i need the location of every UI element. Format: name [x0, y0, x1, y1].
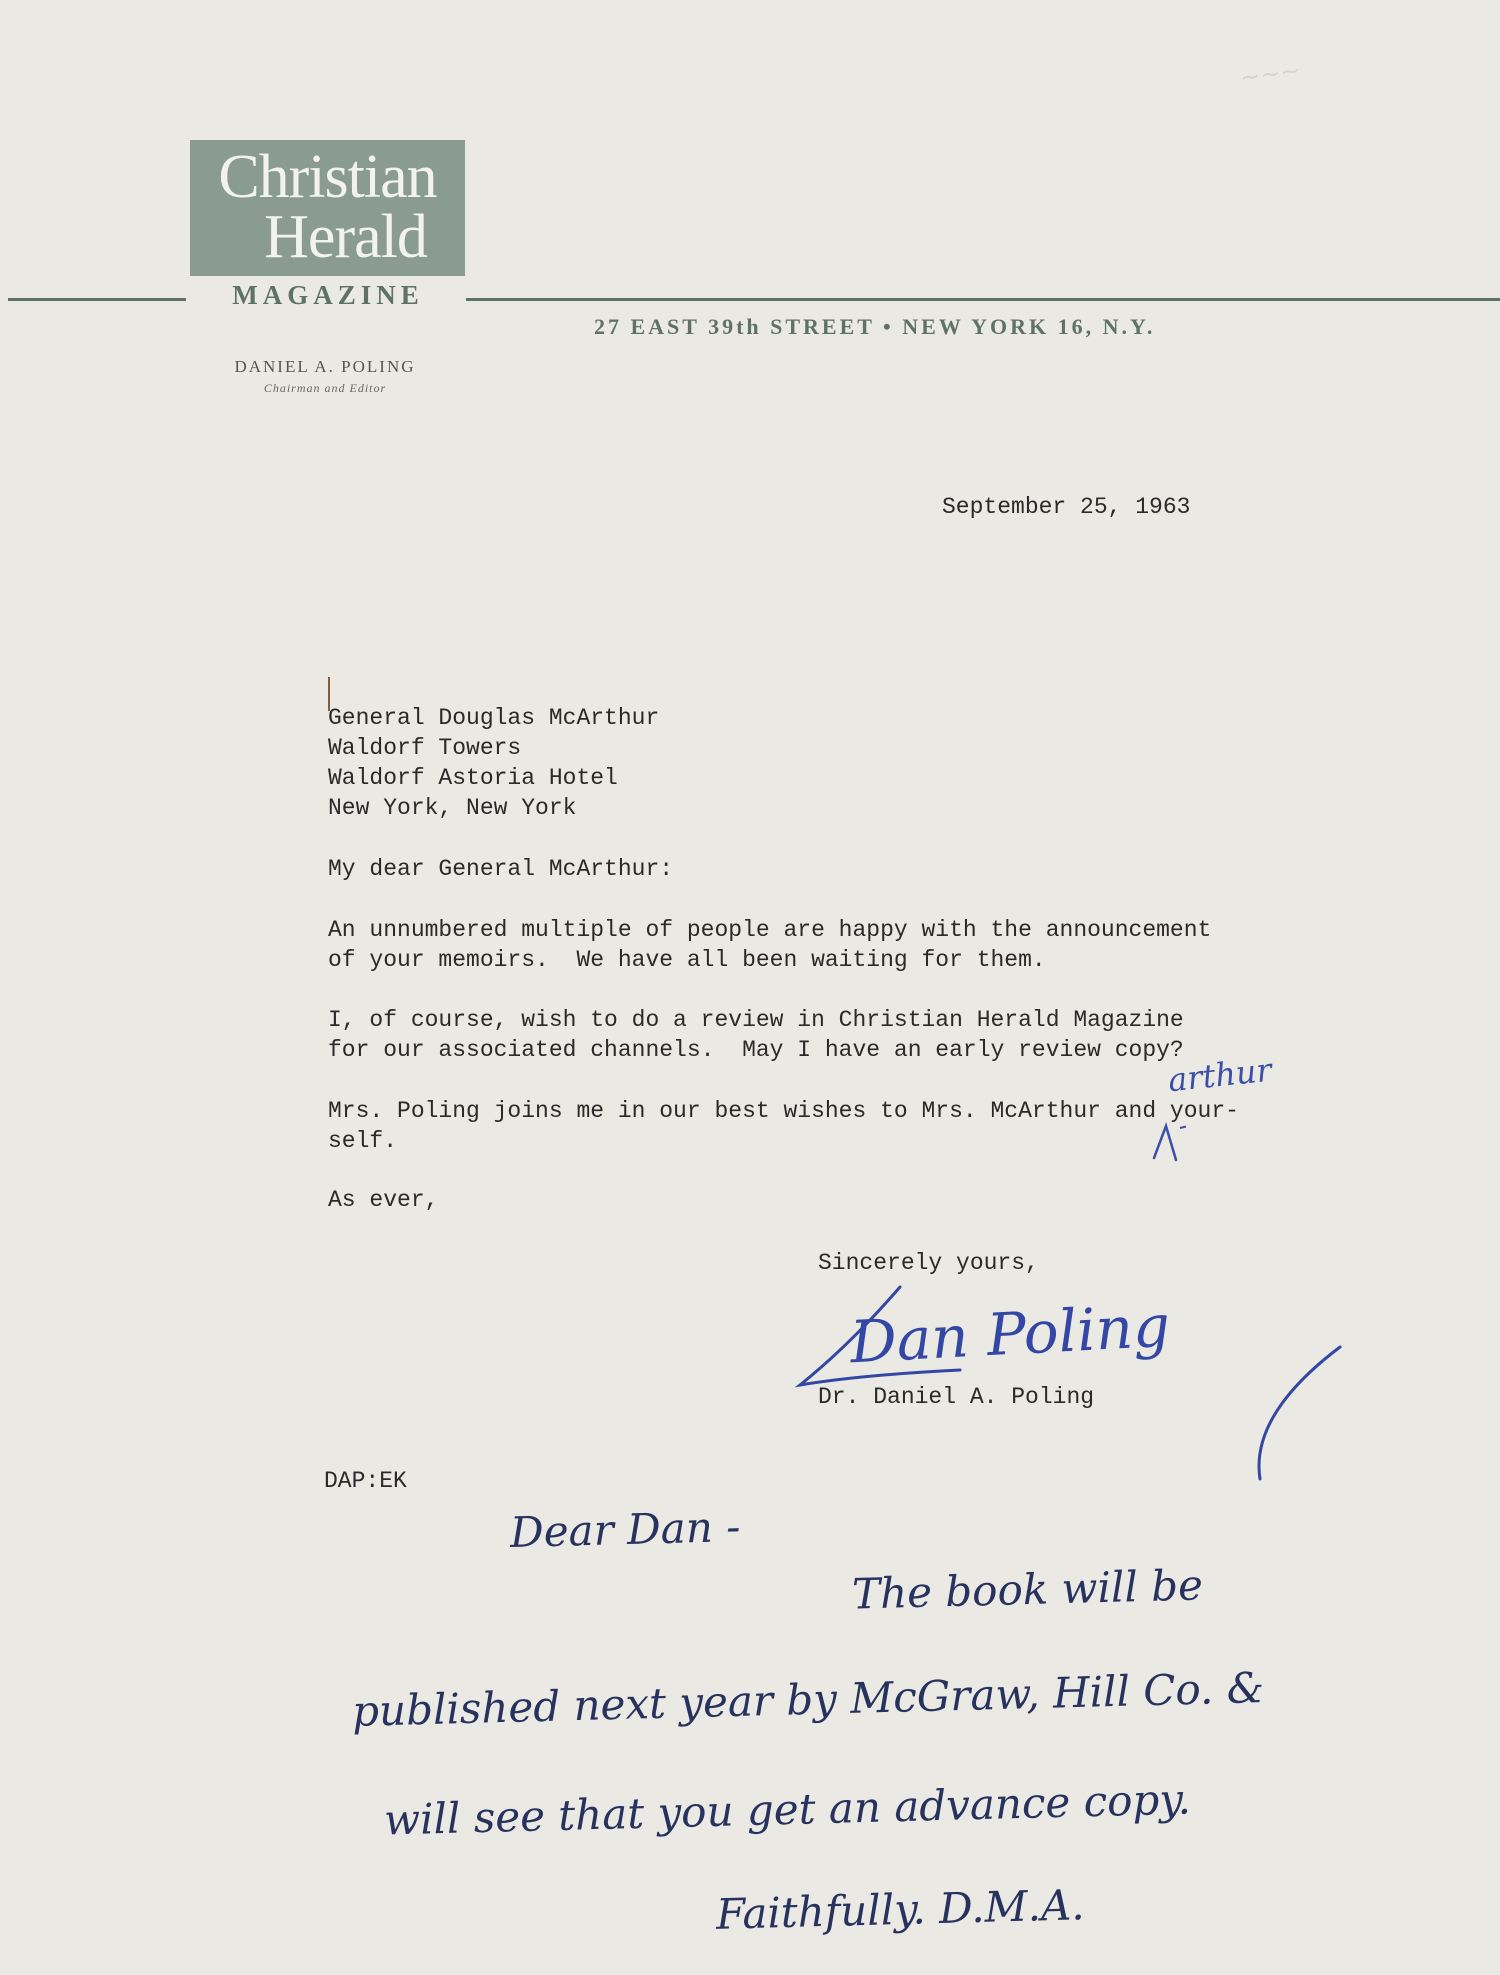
body-paragraph: Mrs. Poling joins me in our best wishes to Mrs. McArthur and your- self. — [328, 1098, 1239, 1154]
logo-magazine-word: MAGAZINE — [232, 280, 424, 310]
sign-off: Sincerely yours, — [818, 1250, 1039, 1276]
reply-line: The book will be — [851, 1560, 1204, 1619]
logo-line-christian: Christian — [218, 143, 437, 211]
letter-date: September 25, 1963 — [942, 494, 1191, 520]
pencil-notation: ~~~ — [1238, 55, 1302, 93]
recipient-address — [328, 703, 659, 823]
editor-name: DANIEL A. POLING — [234, 357, 416, 376]
recipient-line: New York, New York — [328, 795, 577, 821]
letterhead-address: 27 EAST 39th STREET • NEW YORK 16, N.Y. — [594, 314, 1156, 339]
letterhead-rule-right — [466, 298, 1500, 301]
closing: As ever, — [328, 1187, 439, 1213]
salutation: My dear General McArthur: — [328, 856, 674, 882]
reply-line: Faithfully. D.M.A. — [715, 1880, 1086, 1939]
logo-line-herald: Herald — [264, 203, 427, 271]
signature: Dan Poling — [848, 1291, 1172, 1377]
recipient-line: Waldorf Astoria Hotel — [328, 765, 618, 791]
body-paragraph: I, of course, wish to do a review in Christian Herald Magazine for our associated channels. May I have an early review copy? — [328, 1007, 1184, 1063]
reply-line: Dear Dan - — [509, 1501, 741, 1558]
insertion-caret-icon — [1150, 1122, 1186, 1162]
editor-title: Chairman and Editor — [263, 381, 387, 395]
reply-line: published next year by McGraw, Hill Co. & — [351, 1663, 1265, 1736]
handwritten-insertion: arthur — [1166, 1050, 1274, 1100]
typist-initials: DAP:EK — [324, 1468, 407, 1494]
magazine-logo — [190, 140, 465, 276]
recipient-line: Waldorf Towers — [328, 735, 522, 761]
reply-line: will see that you get an advance copy. — [383, 1774, 1192, 1845]
body-paragraph: An unnumbered multiple of people are happy with the announcement of your memoirs. We have all been waiting for them. — [328, 917, 1212, 973]
signer-name: Dr. Daniel A. Poling — [818, 1384, 1095, 1410]
recipient-line: General Douglas McArthur — [328, 705, 660, 731]
letterhead-rule-left — [8, 298, 186, 301]
